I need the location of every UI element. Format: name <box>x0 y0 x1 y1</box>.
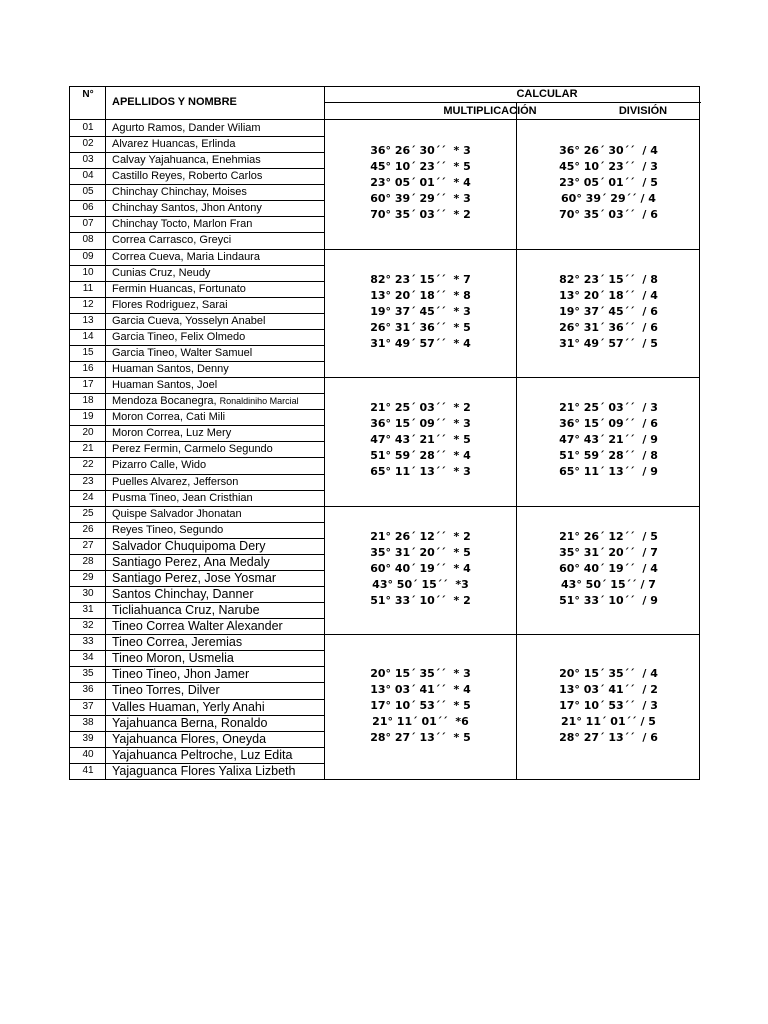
table-row <box>70 345 325 361</box>
row-name-text: Pusma Tineo, Jean Cristhian <box>112 491 253 504</box>
row-name <box>112 506 322 522</box>
row-number: 32 <box>82 620 94 632</box>
row-number: 08 <box>82 234 94 246</box>
row-name <box>112 457 322 473</box>
row-divider <box>70 152 325 153</box>
division-expression: 35° 31´ 20´´ / 7 <box>559 545 658 559</box>
row-number: 17 <box>82 379 94 391</box>
row-number: 15 <box>82 346 94 358</box>
row-number: 24 <box>82 491 94 503</box>
row-name <box>112 490 322 506</box>
division-group <box>517 272 700 352</box>
table-row <box>70 361 325 377</box>
table-row <box>70 586 325 602</box>
row-divider <box>70 715 325 716</box>
row-name-text: Huaman Santos, Joel <box>112 379 218 392</box>
row-divider <box>70 393 325 394</box>
multiplication-expression: 60° 39´ 29´´ * 3 <box>370 192 471 206</box>
row-divider <box>70 313 325 314</box>
multiplication-expression: 43° 50´ 15´´ *3 <box>372 577 469 591</box>
row-number: 20 <box>82 427 94 439</box>
row-divider <box>70 184 325 185</box>
row-divider <box>70 345 325 346</box>
row-number: 30 <box>82 588 94 600</box>
table-row <box>70 538 325 554</box>
table-row <box>70 152 325 168</box>
division-expression: 21° 25´ 03´´ / 3 <box>559 401 658 415</box>
group-divider <box>325 377 700 378</box>
row-divider <box>70 618 325 619</box>
multiplication-expression: 47° 43´ 21´´ * 5 <box>370 433 471 447</box>
division-expression: 13° 20´ 18´´ / 4 <box>559 288 658 302</box>
header-name: APELLIDOS Y NOMBRE <box>112 96 237 108</box>
row-number: 23 <box>82 475 94 487</box>
row-divider <box>70 682 325 683</box>
row-number: 19 <box>82 411 94 423</box>
row-name <box>112 377 322 393</box>
table-row <box>70 490 325 506</box>
row-number: 07 <box>82 218 94 230</box>
row-number: 29 <box>82 571 94 583</box>
table-row <box>70 329 325 345</box>
row-number: 31 <box>82 604 94 616</box>
table-row <box>70 184 325 200</box>
row-name-text: Yajahuanca Peltroche, Luz Edita <box>112 747 293 762</box>
row-name-text: Yajahuanca Berna, Ronaldo <box>112 715 268 730</box>
division-group <box>517 529 700 609</box>
row-name <box>112 763 322 779</box>
table-row <box>70 474 325 490</box>
table-row <box>70 120 325 136</box>
division-expression: 36° 26´ 30´´ / 4 <box>559 144 658 158</box>
division-expression: 13° 03´ 41´´ / 2 <box>559 682 658 696</box>
row-divider <box>70 409 325 410</box>
multiplication-expression: 17° 10´ 53´´ * 5 <box>370 698 471 712</box>
row-name <box>112 409 322 425</box>
multiplication-expression: 28° 27´ 13´´ * 5 <box>370 730 471 744</box>
row-divider <box>70 361 325 362</box>
multiplication-expression: 21° 26´ 12´´ * 2 <box>370 529 471 543</box>
row-number: 40 <box>82 748 94 760</box>
row-name <box>112 184 322 200</box>
multiplication-expression: 26° 31´ 36´´ * 5 <box>370 320 471 334</box>
row-name <box>112 216 322 232</box>
multiplication-expression: 45° 10´ 23´´ * 5 <box>370 160 471 174</box>
row-name <box>112 313 322 329</box>
row-name-text: Huaman Santos, Denny <box>112 363 229 376</box>
row-name <box>112 474 322 490</box>
division-expression: 60° 39´ 29´´ / 4 <box>561 192 656 206</box>
row-name-extra: Ronaldiniho Marcial <box>219 396 299 407</box>
row-number: 10 <box>82 266 94 278</box>
table-row <box>70 409 325 425</box>
division-expression: 20° 15´ 35´´ / 4 <box>559 666 658 680</box>
row-name <box>112 747 322 763</box>
row-name-text: Reyes Tineo, Segundo <box>112 523 224 536</box>
table-row <box>70 265 325 281</box>
multiplication-expression: 31° 49´ 57´´ * 4 <box>370 336 471 350</box>
row-name-text: Santiago Perez, Jose Yosmar <box>112 570 276 585</box>
row-name <box>112 650 322 666</box>
row-number: 33 <box>82 636 94 648</box>
table-row <box>70 666 325 682</box>
row-name <box>112 699 322 715</box>
table-row <box>70 506 325 522</box>
row-name-text: Yajaguanca Flores Yalixa Lizbeth <box>112 763 296 778</box>
row-name-text: Perez Fermin, Carmelo Segundo <box>112 443 273 456</box>
row-divider <box>70 634 325 635</box>
row-divider <box>70 731 325 732</box>
row-divider <box>70 281 325 282</box>
division-expression: 19° 37´ 45´´ / 6 <box>559 304 658 318</box>
table-row <box>70 731 325 747</box>
row-number: 26 <box>82 523 94 535</box>
row-name-text: Mendoza Bocanegra, <box>112 395 217 408</box>
division-expression: 47° 43´ 21´´ / 9 <box>559 433 658 447</box>
group-divider <box>325 506 700 507</box>
row-divider <box>70 265 325 266</box>
row-name-text: Puelles Alvarez, Jefferson <box>112 475 239 488</box>
row-name <box>112 200 322 216</box>
division-expression: 82° 23´ 15´´ / 8 <box>559 272 658 286</box>
row-name <box>112 634 322 650</box>
row-name <box>112 329 322 345</box>
row-name <box>112 297 322 313</box>
row-number: 02 <box>82 138 94 150</box>
row-divider <box>70 650 325 651</box>
table-row <box>70 634 325 650</box>
row-name <box>112 618 322 634</box>
header-sub-divider <box>325 102 701 103</box>
division-expression: 26° 31´ 36´´ / 6 <box>559 320 658 334</box>
row-number: 22 <box>82 459 94 471</box>
table-row <box>70 522 325 538</box>
row-name-text: Yajahuanca Flores, Oneyda <box>112 731 267 746</box>
table-row <box>70 200 325 216</box>
row-divider <box>70 666 325 667</box>
row-name-text: Tineo Correa Walter Alexander <box>112 619 283 634</box>
row-name-text: Salvador Chuquipoma Dery <box>112 538 266 553</box>
row-number: 11 <box>82 282 94 294</box>
row-name <box>112 265 322 281</box>
row-divider <box>70 747 325 748</box>
row-number: 18 <box>82 395 94 407</box>
table-row <box>70 682 325 698</box>
table-row <box>70 232 325 248</box>
multiplication-expression: 36° 26´ 30´´ * 3 <box>370 144 471 158</box>
row-number: 16 <box>82 363 94 375</box>
row-name-text: Correa Carrasco, Greyci <box>112 234 232 247</box>
row-name <box>112 666 322 682</box>
row-divider <box>70 200 325 201</box>
row-divider <box>70 586 325 587</box>
table-row <box>70 570 325 586</box>
table-row <box>70 763 325 779</box>
row-name-text: Garcia Tineo, Walter Samuel <box>112 346 253 359</box>
row-name <box>112 586 322 602</box>
multiplication-expression: 60° 40´ 19´´ * 4 <box>370 561 471 575</box>
row-number: 13 <box>82 314 94 326</box>
row-name-text: Alvarez Huancas, Erlinda <box>112 138 236 151</box>
row-number: 38 <box>82 716 94 728</box>
division-expression: 51° 59´ 28´´ / 8 <box>559 449 658 463</box>
row-divider <box>70 554 325 555</box>
row-name <box>112 602 322 618</box>
division-expression: 65° 11´ 13´´ / 9 <box>559 465 658 479</box>
row-name <box>112 249 322 265</box>
row-divider <box>70 699 325 700</box>
row-name <box>112 554 322 570</box>
header-calcular: CALCULAR <box>516 88 578 100</box>
table-row <box>70 168 325 184</box>
row-number: 12 <box>82 298 94 310</box>
multiplication-group <box>325 272 516 352</box>
multiplication-expression: 36° 15´ 09´´ * 3 <box>370 417 471 431</box>
row-name-text: Quispe Salvador Jhonatan <box>112 507 242 520</box>
row-divider <box>70 168 325 169</box>
multiplication-expression: 21° 11´ 01´´ *6 <box>372 714 469 728</box>
row-divider <box>70 249 325 250</box>
row-number: 39 <box>82 732 94 744</box>
table-row <box>70 377 325 393</box>
division-expression: 17° 10´ 53´´ / 3 <box>559 698 658 712</box>
row-number: 34 <box>82 652 94 664</box>
row-divider <box>70 538 325 539</box>
table-row <box>70 715 325 731</box>
group-divider <box>325 249 700 250</box>
row-number: 09 <box>82 250 94 262</box>
multiplication-expression: 51° 33´ 10´´ * 2 <box>370 593 471 607</box>
row-name-text: Flores Rodriguez, Sarai <box>112 298 228 311</box>
row-name-text: Chinchay Santos, Jhon Antony <box>112 202 262 215</box>
division-expression: 28° 27´ 13´´ / 6 <box>559 730 658 744</box>
division-expression: 23° 05´ 01´´ / 5 <box>559 176 658 190</box>
row-name <box>112 136 322 152</box>
multiplication-expression: 65° 11´ 13´´ * 3 <box>370 465 471 479</box>
row-number: 14 <box>82 330 94 342</box>
multiplication-expression: 70° 35´ 03´´ * 2 <box>370 208 471 222</box>
row-divider <box>70 506 325 507</box>
division-group <box>517 400 700 480</box>
row-number: 28 <box>82 555 94 567</box>
header-division: DIVISIÓN <box>618 105 668 117</box>
row-number: 04 <box>82 170 94 182</box>
division-expression: 21° 11´ 01´´ / 5 <box>561 714 656 728</box>
division-expression: 51° 33´ 10´´ / 9 <box>559 593 658 607</box>
table-row <box>70 249 325 265</box>
header-multiplication: MULTIPLICACIÓN <box>443 105 537 117</box>
row-number: 36 <box>82 684 94 696</box>
row-name <box>112 281 322 297</box>
row-name <box>112 731 322 747</box>
row-name-text: Tineo Torres, Dilver <box>112 683 220 698</box>
row-divider <box>70 216 325 217</box>
group-divider <box>325 634 700 635</box>
row-name-text: Santiago Perez, Ana Medaly <box>112 554 270 569</box>
row-divider <box>70 490 325 491</box>
student-table <box>69 86 700 780</box>
multiplication-expression: 23° 05´ 01´´ * 4 <box>370 176 471 190</box>
row-number: 21 <box>82 443 94 455</box>
row-name-text: Fermin Huancas, Fortunato <box>112 282 246 295</box>
table-row <box>70 136 325 152</box>
row-name-text: Moron Correa, Luz Mery <box>112 427 232 440</box>
row-name <box>112 682 322 698</box>
multiplication-expression: 13° 03´ 41´´ * 4 <box>370 682 471 696</box>
division-expression: 43° 50´ 15´´ / 7 <box>561 577 656 591</box>
row-name-text: Tineo Correa, Jeremias <box>112 635 243 650</box>
row-number: 05 <box>82 186 94 198</box>
division-group <box>517 143 700 223</box>
row-name <box>112 345 322 361</box>
row-name-text: Garcia Tineo, Felix Olmedo <box>112 330 246 343</box>
row-name-text: Agurto Ramos, Dander Wiliam <box>112 122 261 134</box>
division-group <box>517 666 700 746</box>
row-divider <box>70 329 325 330</box>
multiplication-expression: 51° 59´ 28´´ * 4 <box>370 449 471 463</box>
row-name <box>112 425 322 441</box>
multiplication-group <box>325 400 516 480</box>
row-divider <box>70 425 325 426</box>
row-name-text: Tineo Tineo, Jhon Jamer <box>112 667 250 682</box>
table-row <box>70 441 325 457</box>
row-name-text: Castillo Reyes, Roberto Carlos <box>112 170 263 183</box>
row-name-text: Pizarro Calle, Wido <box>112 459 207 472</box>
table-row <box>70 554 325 570</box>
division-expression: 70° 35´ 03´´ / 6 <box>559 208 658 222</box>
multiplication-expression: 13° 20´ 18´´ * 8 <box>370 288 471 302</box>
header-number: N° <box>82 89 94 100</box>
row-name-text: Correa Cueva, Maria Lindaura <box>112 250 260 263</box>
row-name <box>112 441 322 457</box>
row-name-text: Ticliahuanca Cruz, Narube <box>112 603 260 618</box>
row-divider <box>70 474 325 475</box>
division-expression: 45° 10´ 23´´ / 3 <box>559 160 658 174</box>
table-row <box>70 281 325 297</box>
row-divider <box>70 232 325 233</box>
row-name <box>112 120 322 136</box>
multiplication-expression: 19° 37´ 45´´ * 3 <box>370 304 471 318</box>
row-number: 01 <box>82 122 94 133</box>
row-name <box>112 393 322 409</box>
row-name-text: Tineo Moron, Usmelia <box>112 651 234 666</box>
table-row <box>70 313 325 329</box>
table-row <box>70 297 325 313</box>
row-divider <box>70 602 325 603</box>
table-row <box>70 618 325 634</box>
row-number: 37 <box>82 700 94 712</box>
division-expression: 36° 15´ 09´´ / 6 <box>559 417 658 431</box>
row-name-text: Chinchay Chinchay, Moises <box>112 186 247 199</box>
multiplication-expression: 20° 15´ 35´´ * 3 <box>370 666 471 680</box>
table-row <box>70 216 325 232</box>
row-number: 06 <box>82 202 94 214</box>
table-row <box>70 650 325 666</box>
row-divider <box>70 522 325 523</box>
row-divider <box>70 763 325 764</box>
row-name-text: Santos Chinchay, Danner <box>112 587 254 602</box>
row-name-text: Chinchay Tocto, Marlon Fran <box>112 218 253 231</box>
table-row <box>70 699 325 715</box>
row-number: 35 <box>82 668 94 680</box>
division-expression: 60° 40´ 19´´ / 4 <box>559 561 658 575</box>
division-expression: 21° 26´ 12´´ / 5 <box>559 529 658 543</box>
row-divider <box>70 441 325 442</box>
multiplication-group <box>325 143 516 223</box>
multiplication-group <box>325 666 516 746</box>
row-name <box>112 232 322 248</box>
multiplication-expression: 21° 25´ 03´´ * 2 <box>370 401 471 415</box>
multiplication-expression: 35° 31´ 20´´ * 5 <box>370 545 471 559</box>
row-number: 27 <box>82 539 94 551</box>
row-number: 25 <box>82 507 94 519</box>
row-name-text: Cunias Cruz, Neudy <box>112 266 211 279</box>
table-row <box>70 602 325 618</box>
table-row <box>70 747 325 763</box>
row-name <box>112 715 322 731</box>
division-expression: 31° 49´ 57´´ / 5 <box>559 336 658 350</box>
row-name-text: Valles Huaman, Yerly Anahi <box>112 699 265 714</box>
row-name-text: Calvay Yajahuanca, Enehmias <box>112 154 261 167</box>
row-divider <box>70 136 325 137</box>
row-divider <box>70 570 325 571</box>
row-name <box>112 522 322 538</box>
row-name <box>112 570 322 586</box>
multiplication-expression: 82° 23´ 15´´ * 7 <box>370 272 471 286</box>
row-divider <box>70 297 325 298</box>
row-name-text: Garcia Cueva, Yosselyn Anabel <box>112 314 266 327</box>
table-row <box>70 393 325 409</box>
row-name <box>112 152 322 168</box>
table-row <box>70 425 325 441</box>
row-name <box>112 538 322 554</box>
row-number: 03 <box>82 154 94 166</box>
row-divider <box>70 457 325 458</box>
row-name <box>112 361 322 377</box>
row-name-text: Moron Correa, Cati Mili <box>112 411 226 424</box>
table-row <box>70 457 325 473</box>
multiplication-group <box>325 529 516 609</box>
row-name <box>112 168 322 184</box>
row-number: 41 <box>82 764 94 776</box>
row-divider <box>70 377 325 378</box>
